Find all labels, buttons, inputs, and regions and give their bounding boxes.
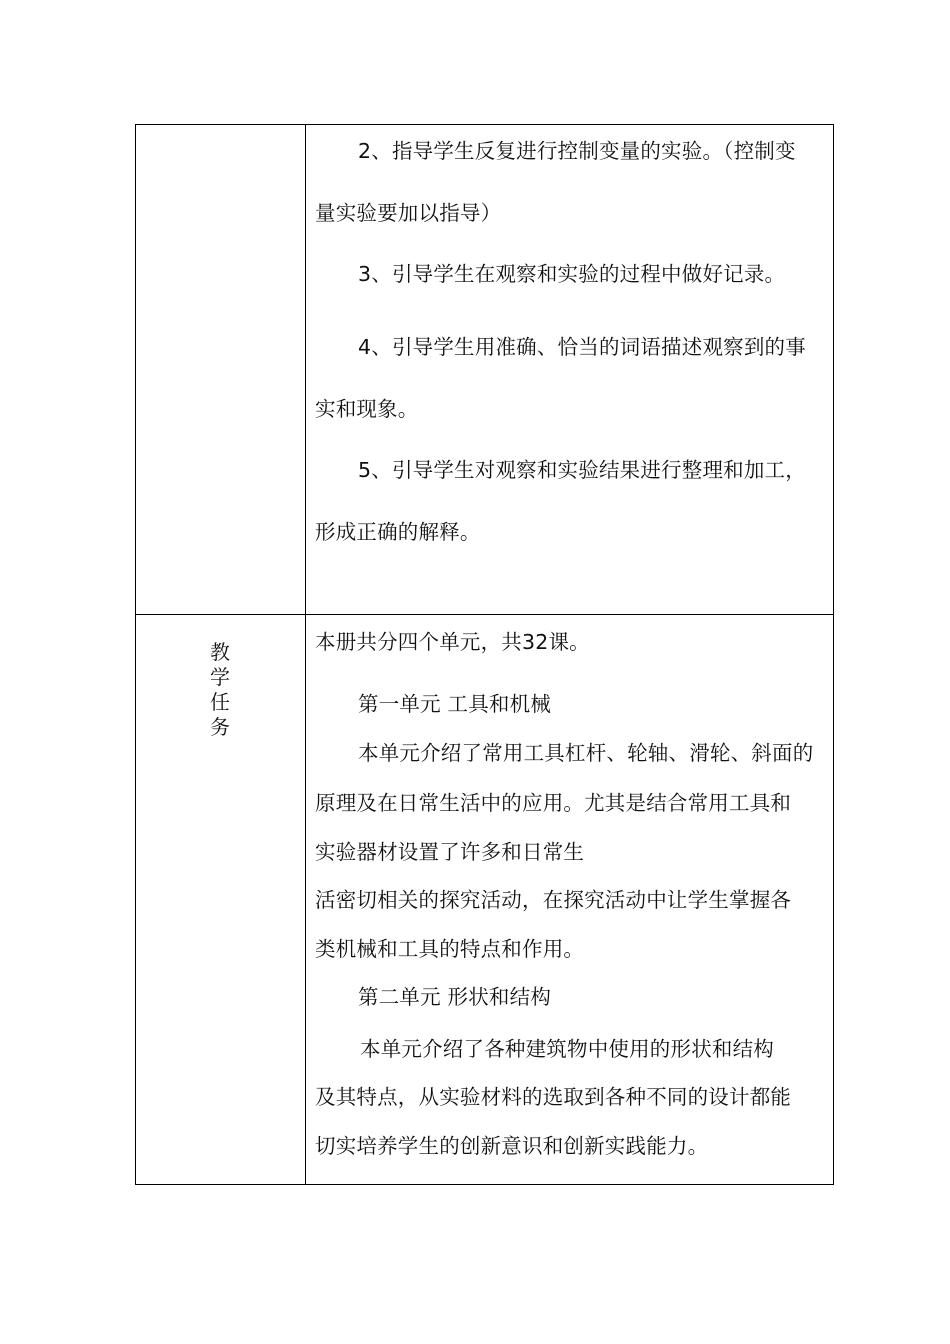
label-char-4: 务 [210, 715, 230, 739]
row1-line-2: 量实验要加以指导） [315, 201, 502, 225]
row2-line-10: 及其特点，从实验材料的选取到各种不同的设计都能 [315, 1085, 792, 1109]
row1-line-4: 4、引导学生用准确、恰当的词语描述观察到的事 [358, 335, 806, 359]
label-char-2: 学 [210, 665, 230, 689]
row1-line-7: 形成正确的解释。 [315, 520, 481, 544]
row1-line-5: 实和现象。 [315, 397, 419, 421]
row1-line-3: 3、引导学生在观察和实验的过程中做好记录。 [358, 262, 786, 286]
row2-line-6: 活密切相关的探究活动，在探究活动中让学生掌握各 [315, 888, 792, 912]
row2-line-5: 实验器材设置了许多和日常生 [315, 840, 585, 864]
row1-line-6: 5、引导学生对观察和实验结果进行整理和加工， [358, 458, 806, 482]
table-row-divider [135, 614, 834, 615]
row2-line-8: 第二单元 形状和结构 [358, 985, 552, 1009]
label-char-3: 任 [210, 690, 230, 714]
row2-line-3: 本单元介绍了常用工具杠杆、轮轴、滑轮、斜面的 [358, 741, 814, 765]
row2-line-7: 类机械和工具的特点和作用。 [315, 937, 585, 961]
row2-line-9: 本单元介绍了各种建筑物中使用的形状和结构 [360, 1037, 774, 1061]
row2-line-4: 原理及在日常生活中的应用。尤其是结合常用工具和 [315, 791, 792, 815]
table-border-right [833, 124, 834, 1185]
row2-line-2: 第一单元 工具和机械 [358, 692, 552, 716]
row2-line-1: 本册共分四个单元，共32课。 [315, 630, 590, 654]
row2-line-11: 切实培养学生的创新意识和创新实践能力。 [315, 1134, 709, 1158]
row1-line-1: 2、指导学生反复进行控制变量的实验。（控制变 [358, 139, 796, 163]
table-column-divider [305, 124, 306, 1185]
row1-label-cell [136, 125, 305, 614]
label-char-1: 教 [210, 640, 230, 664]
table-border-bottom [135, 1184, 834, 1185]
